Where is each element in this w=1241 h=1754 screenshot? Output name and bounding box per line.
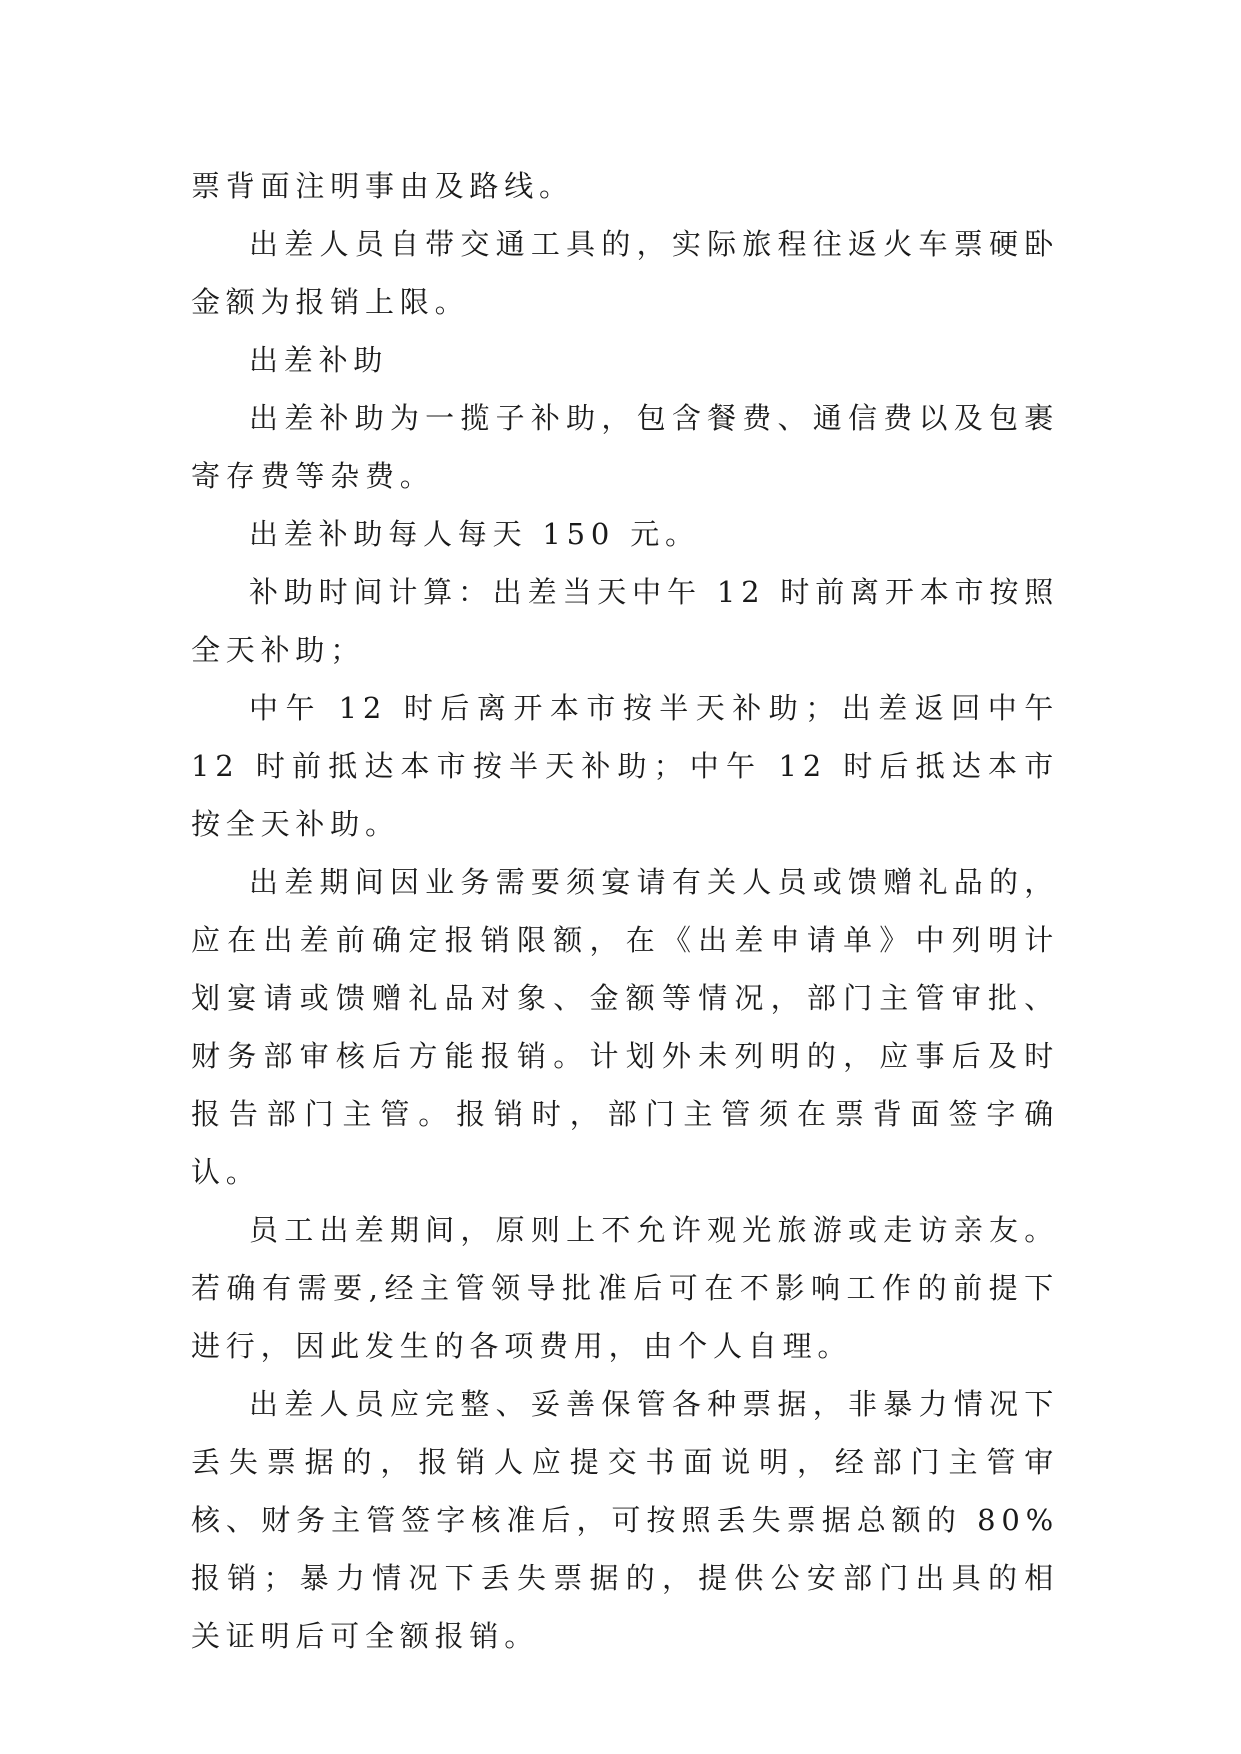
paragraph-7: 出差期间因业务需要须宴请有关人员或馈赠礼品的，应在出差前确定报销限额，在《出差申请单》中列明计划宴请或馈赠礼品对象、金额等情况，部门主管审批、财务部审核后方能报销。计划外未列明的，应事后及时报告部门主管。报销时，部门主管须在票背面签字确认。: [191, 865, 1059, 1189]
paragraph-4: 出差补助每人每天 150 元。: [249, 517, 700, 551]
paragraph-5: 补助时间计算：出差当天中午 12 时前离开本市按照全天补助；: [191, 575, 1059, 667]
paragraph-6: 中午 12 时后离开本市按半天补助；出差返回中午 12 时前抵达本市按半天补助；中午 12 时后抵达本市按全天补助。: [191, 691, 1059, 841]
paragraph-9: 出差人员应完整、妥善保管各种票据，非暴力情况下丢失票据的，报销人应提交书面说明，经部门主管审核、财务主管签字核准后，可按照丢失票据总额的 80%报销；暴力情况下丢失票据的，提供公安部门出具的相关证明后可全额报销。: [191, 1387, 1059, 1653]
paragraph-1: 票背面注明事由及路线。: [191, 169, 574, 203]
section-heading: 出差补助: [249, 343, 389, 377]
paragraph-2: 出差人员自带交通工具的，实际旅程往返火车票硬卧金额为报销上限。: [191, 227, 1059, 319]
document-body: [191, 157, 1059, 1665]
paragraph-8: 员工出差期间，原则上不允许观光旅游或走访亲友。若确有需要,经主管领导批准后可在不影响工作的前提下进行，因此发生的各项费用，由个人自理。: [191, 1213, 1059, 1363]
paragraph-3: 出差补助为一揽子补助，包含餐费、通信费以及包裹寄存费等杂费。: [191, 401, 1059, 493]
